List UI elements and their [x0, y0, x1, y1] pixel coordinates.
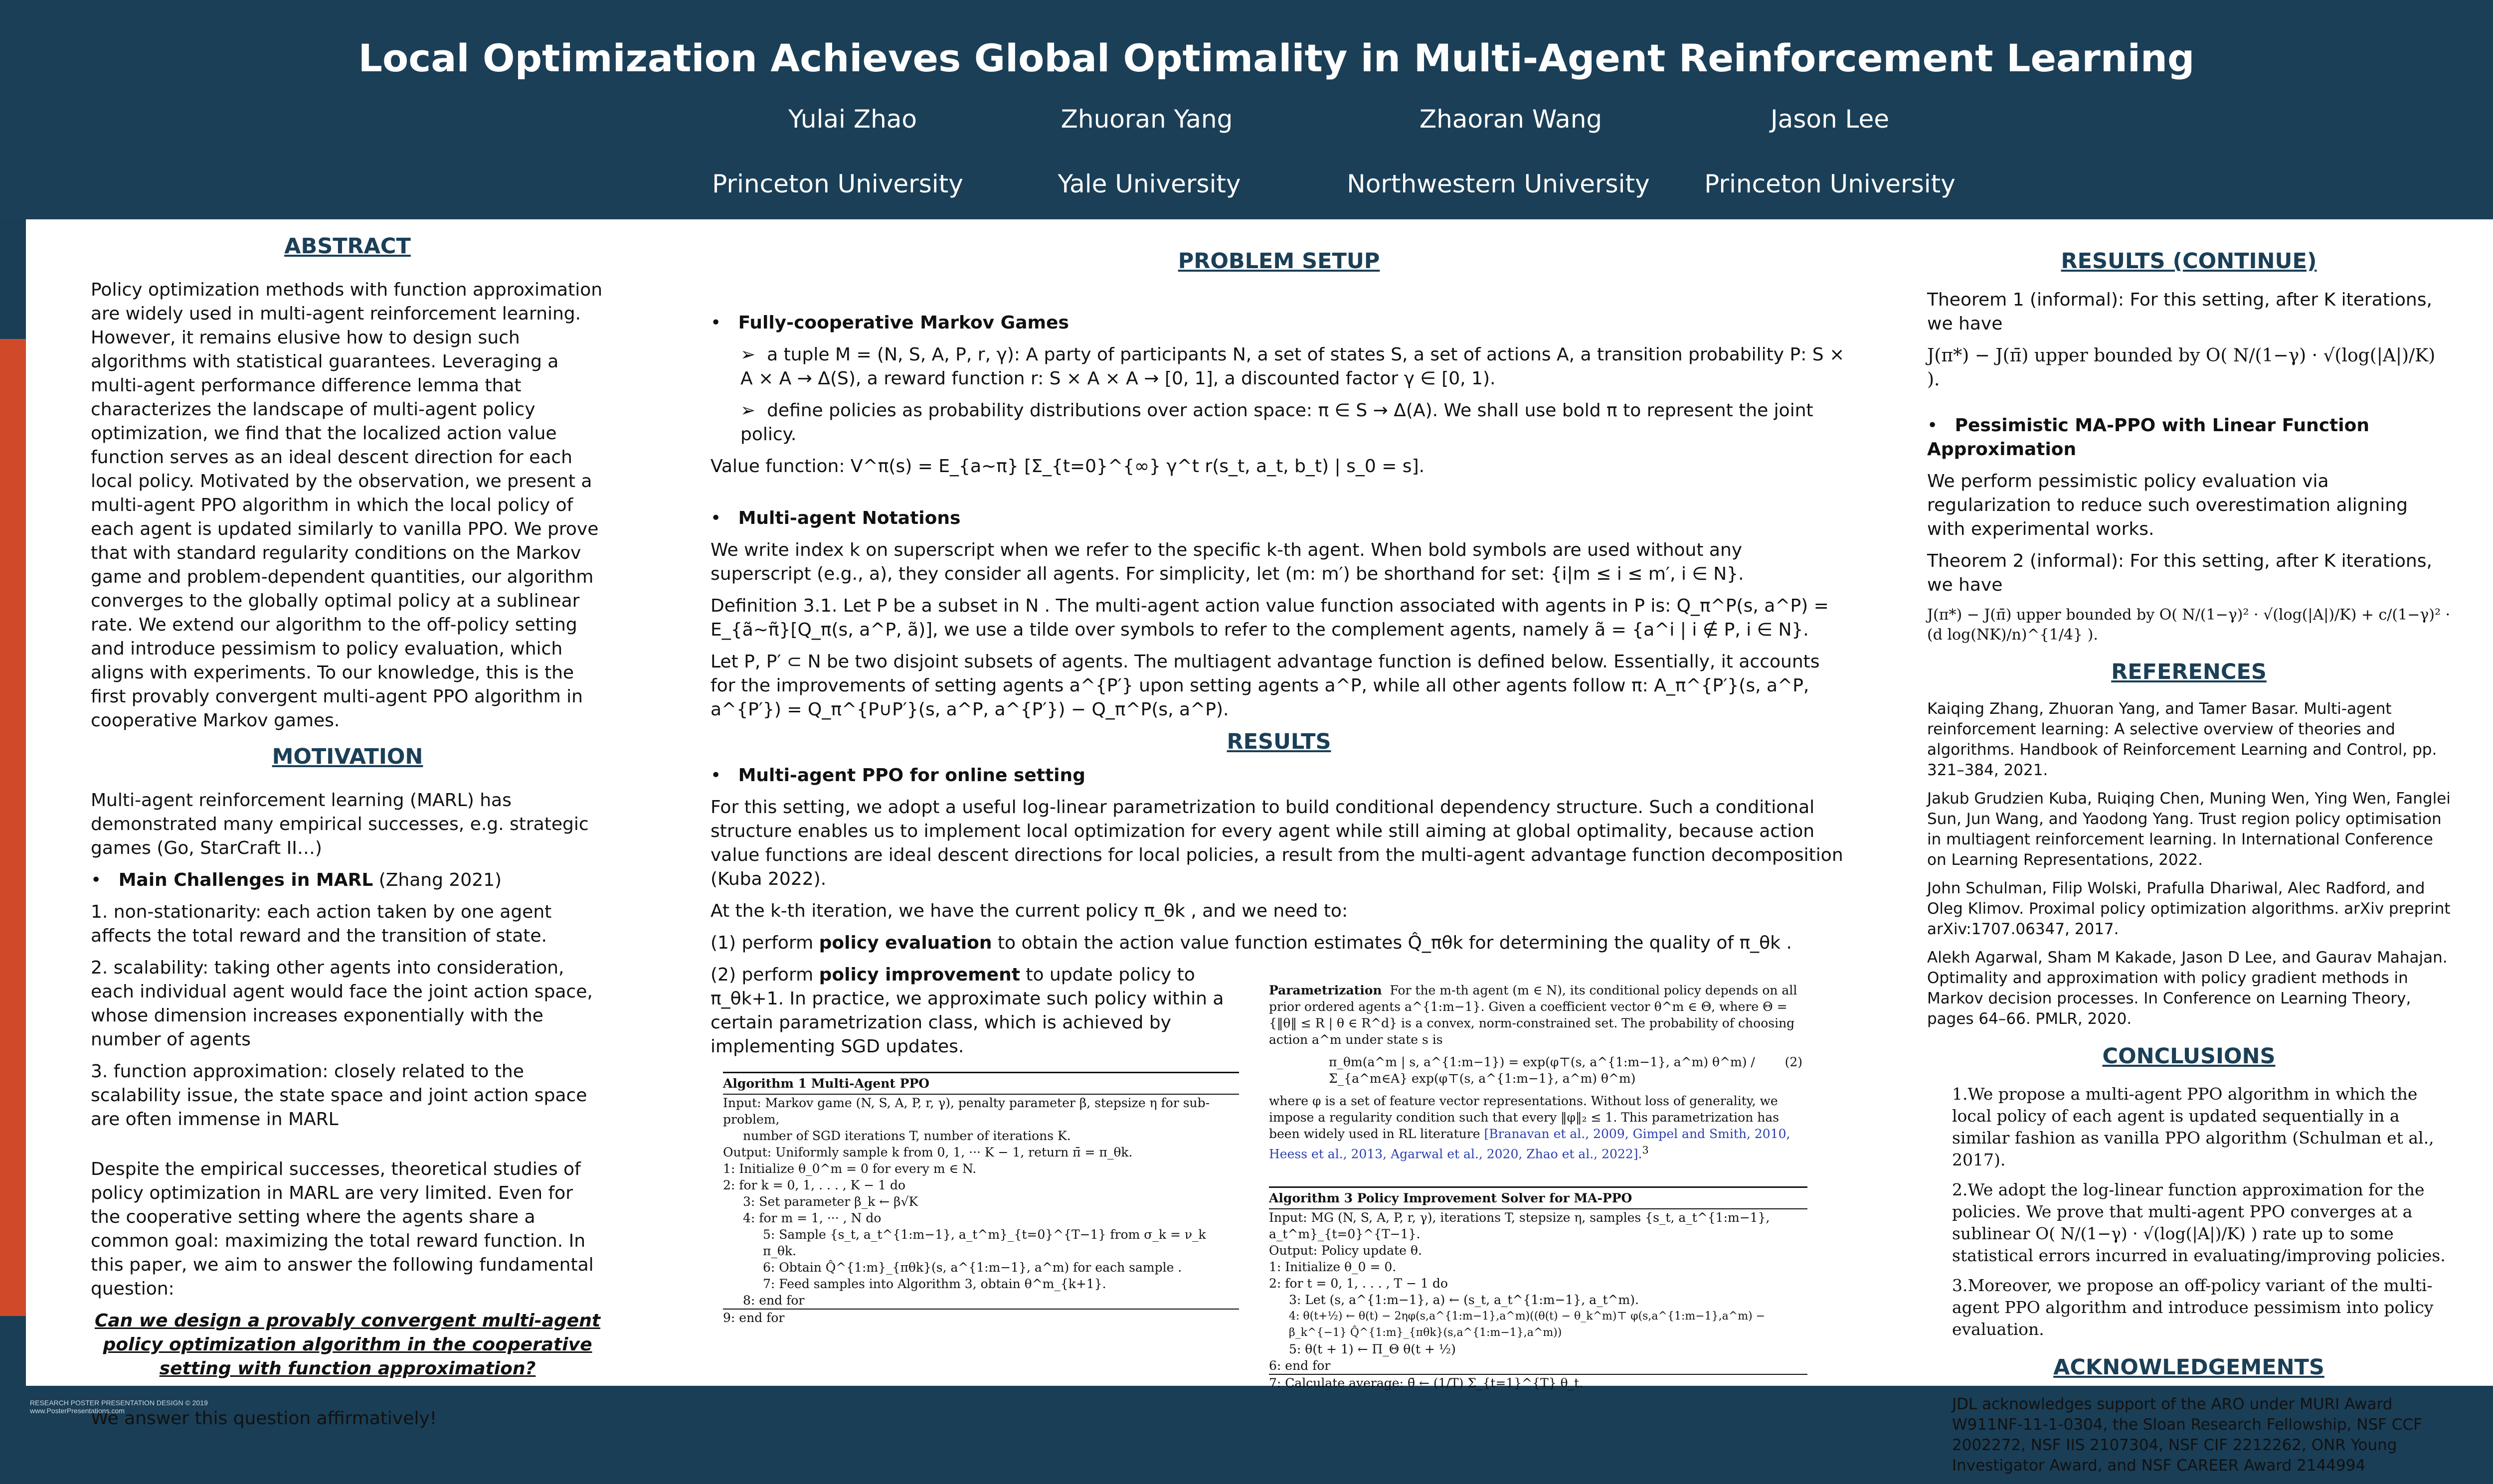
poster-header: [0, 0, 2493, 219]
author-name: Jason Lee: [1770, 105, 1890, 134]
conclusions-heading: CONCLUSIONS: [2102, 1044, 2276, 1069]
challenges-bullet: • Main Challenges in MARL (Zhang 2021): [91, 870, 502, 890]
abstract-heading: ABSTRACT: [284, 234, 411, 259]
alg1-line: Output: Uniformly sample k from 0, 1, ··· K − 1, return π̄ = π_θk.: [723, 1145, 1133, 1159]
author-name: Zhuoran Yang: [1061, 105, 1233, 134]
setup-policy: ➢ define policies as probability distributions over action space: π ∈ S → Δ(A). We shall use bold π to represent the joint policy.: [740, 400, 1813, 445]
challenges-cite: (Zhang 2021): [373, 870, 502, 890]
notation-bullet-label: Multi-agent Notations: [738, 508, 961, 528]
column-right: [1927, 234, 2451, 1484]
value-function: Value function: V^π(s) = E_{a∼π} [Σ_{t=0}^{∞} γ^t r(s_t, a_t, b_t) | s_0 = s].: [711, 456, 1425, 477]
algorithm-1-title: Algorithm 1 Multi-Agent PPO: [723, 1072, 1239, 1095]
poster-footer: [30, 1399, 208, 1415]
reference-item: Alekh Agarwal, Sham M Kakade, Jason D Lee, and Gaurav Mahajan. Optimality and approximation with policy gradient methods in Markov decision processes. In Conference on Learning Theory, pages 64–66. PMLR, 2020.: [1927, 949, 2448, 1028]
alg1-line: Input: Markov game (N, S, A, P, r, γ), penalty parameter β, stepsize η for sub-problem,: [723, 1096, 1210, 1127]
acknowledgements-text: JDL acknowledges support of the ARO under MURI Award W911NF-11-1-0304, the Sloan Research Fellowship, NSF CCF 2002272, NSF IIS 2107304, NSF CIF 2212262, ONR Young Investigator Award, and NSF CAREER Award 2144994: [1952, 1395, 2422, 1475]
alg3-line: 5: θ(t + 1) ← Π_Θ θ(t + ½): [1289, 1342, 1456, 1356]
conclusion-item: 2.We adopt the log-linear function approximation for the policies. We prove that multi-agent PPO converges at a sublinear O( N/(1−γ) · √(log(|A|)/K) ) rate up to some statistical errors incurred in evaluating/improving policies.: [1952, 1180, 2446, 1265]
param-citations: [Branavan et al., 2009, Gimpel and Smith, 2010, Heess et al., 2013, Agarwal et al., 2020, Zhao et al., 2022].: [1269, 1127, 1790, 1161]
footer-link[interactable]: www.PosterPresentations.com: [30, 1407, 125, 1415]
advantage-para: Let P, P′ ⊂ N be two disjoint subsets of agents. The multiagent advantage function is defined below. Essentially, it accounts for the improvements of setting agents a^{P′} upon setting agents a^P, while all other agents follow π: A_π^{P′}(s, a^P, a^{P′}) = Q_π^{P∪P′}(s, a^P, a^{P′}) − Q_π^P(s, a^P).: [711, 652, 1820, 720]
setup-tuple: ➢ a tuple M = (N, S, A, P, r, γ): A party of participants N, a set of states S, a set of actions A, a transition probability P: S × A × A → Δ(S), a reward function r: S × A × A → [0, 1], a discounted factor γ ∈ [0, 1).: [740, 344, 1845, 389]
pessimistic-label: Pessimistic MA-PPO with Linear Function Approximation: [1927, 415, 2369, 460]
alg1-line: 7: Feed samples into Algorithm 3, obtain θ^m_{k+1}.: [763, 1277, 1106, 1291]
challenges-label: Main Challenges in MARL: [118, 870, 373, 890]
setup-heading: PROBLEM SETUP: [1178, 249, 1380, 274]
step-number: (2) perform: [711, 965, 819, 985]
pessimistic-bullet: • Pessimistic MA-PPO with Linear Function Approximation: [1927, 415, 2369, 460]
theorem-1: Theorem 1 (informal): For this setting, after K iterations, we have: [1927, 290, 2432, 334]
param-equation: π_θm(a^m | s, a^{1:m−1}) = exp(φ⊤(s, a^{1:m−1}, a^m) θ^m) / Σ_{a^m∈A} exp(φ⊤(s, a^{1:m−1}, a^m) θ^m): [1329, 1055, 1755, 1086]
pessimistic-para: We perform pessimistic policy evaluation via regularization to reduce such overestimation aligning with experimental works.: [1927, 471, 2408, 539]
conclusion-item: 1.We propose a multi-agent PPO algorithm in which the local policy of each agent is updated sequentially in a similar fashion as vanilla PPO algorithm (Schulman et al., 2017).: [1952, 1084, 2434, 1169]
alg3-line: Output: Policy update θ.: [1269, 1243, 1422, 1258]
alg3-line: 3: Let (s, a^{1:m−1}, a) ← (s_t, a_t^{1:m−1}, a_t^m).: [1289, 1293, 1639, 1307]
notation-para: We write index k on superscript when we refer to the specific k-th agent. When bold symbols are used without any superscript (e.g., a), they consider all agents. For simplicity, let (m: m′) be shorthand for set: {i|m ≤ i ≤ m′, i ∈ N}.: [711, 540, 1744, 584]
algorithm-3: [1269, 1186, 1807, 1391]
alg1-line: 8: end for: [743, 1293, 805, 1308]
notation-bullet: • Multi-agent Notations: [711, 508, 961, 528]
parametrization-block: [1269, 982, 1802, 1162]
step-number: (1) perform: [711, 933, 819, 953]
column-left: [91, 234, 604, 1439]
step-text: to update policy to π_θk+1. In practice, we approximate such policy within a certain parametrization class, which is achieved by implementing SGD updates.: [711, 965, 1224, 1057]
results-heading: RESULTS: [1227, 729, 1331, 754]
param-equation-row: [1269, 1054, 1802, 1087]
theorem-2-bound: J(π*) − J(π̄) upper bounded by O( N/(1−γ)² · √(log(|A|)/K) + c/(1−γ)² · (d log(NK)/n)^{1/4} ).: [1927, 606, 2451, 644]
alg3-line: 1: Initialize θ_0 = 0.: [1269, 1260, 1397, 1274]
step-bold: policy evaluation: [819, 933, 992, 953]
conclusions-list: [1927, 1083, 2451, 1340]
equation-number: (2): [1784, 1055, 1802, 1069]
alg1-line: 2: for k = 0, 1, . . . , K − 1 do: [723, 1178, 906, 1192]
acknowledgements-heading: ACKNOWLEDGEMENTS: [2053, 1355, 2324, 1380]
alg1-line: 5: Sample {s_t, a_t^{1:m−1}, a_t^m}_{t=0}^{T−1} from σ_k = ν_k π_θk.: [763, 1227, 1206, 1258]
references-heading: REFERENCES: [2111, 660, 2267, 684]
theorem-1-bound: J(π*) − J(π̄) upper bounded by O( N/(1−γ) · √(log(|A|)/K) ).: [1927, 345, 2436, 390]
ppo-bullet-label: Multi-agent PPO for online setting: [738, 765, 1085, 786]
alg1-line: 4: for m = 1, ··· , N do: [743, 1211, 882, 1225]
challenge-item: 1. non-stationarity: each action taken by one agent affects the total reward and the transition of state.: [91, 902, 552, 946]
column-middle: [711, 234, 1847, 1067]
motivation-para: Despite the empirical successes, theoretical studies of policy optimization in MARL are very limited. Even for the cooperative setting where the agents share a common goal: maximizing the total reward function. In this paper, we aim to answer the following fundamental question:: [91, 1159, 594, 1299]
poster-title: Local Optimization Achieves Global Optimality in Multi-Agent Reinforcement Learning: [358, 36, 2195, 80]
step-evaluation: [711, 931, 1847, 955]
footer-credit: RESEARCH POSTER PRESENTATION DESIGN © 2019: [30, 1399, 208, 1407]
alg1-line: 3: Set parameter β_k ← β√K: [743, 1194, 918, 1209]
left-accent-bar: [0, 339, 26, 1316]
abstract-text: Policy optimization methods with function approximation are widely used in multi-agent reinforcement learning. However, it remains elusive how to design such algorithms with statistical guarantees. Leveraging a multi-agent performance difference lemma that characterizes the landscape of multi-agent policy optimization, we find that the localized action value function serves as an ideal descent direction for each local policy. Motivated by the observation, we present a multi-agent PPO algorithm in which the local policy of each agent is updated similarly to vanilla PPO. We prove that with standard regularity conditions on the Markov game and problem-dependent quantities, our algorithm converges to the globally optimal policy at a sublinear rate. We extend our algorithm to the off-policy setting and introduce pessimism to policy evaluation, which aligns with experiments. To our knowledge, this is the first provably convergent multi-agent PPO algorithm in cooperative Markov games.: [91, 280, 603, 731]
iteration-para: At the k-th iteration, we have the current policy π_θk , and we need to:: [711, 901, 1348, 921]
alg3-line: 2: for t = 0, 1, . . . , T − 1 do: [1269, 1276, 1448, 1291]
affiliation: Yale University: [1058, 169, 1241, 198]
challenge-item: 3. function approximation: closely related to the scalability issue, the state space and joint action space are often immense in MARL: [91, 1061, 587, 1130]
step-improvement: [711, 963, 1239, 1059]
algorithm-3-title: Algorithm 3 Policy Improvement Solver for MA-PPO: [1269, 1186, 1807, 1209]
alg1-line: 9: end for: [723, 1309, 1239, 1326]
step-text: to obtain the action value function estimates Q̂_πθk for determining the quality of π_θk .: [992, 933, 1792, 953]
footnote-mark: 3: [1642, 1144, 1649, 1156]
reference-item: John Schulman, Filip Wolski, Prafulla Dhariwal, Alec Radford, and Oleg Klimov. Proximal policy optimization algorithms. arXiv preprint arXiv:1707.06347, 2017.: [1927, 879, 2451, 938]
policy-text: define policies as probability distributions over action space: π ∈ S → Δ(A). We shall use bold π to represent the joint policy.: [740, 400, 1813, 445]
affiliation: Princeton University: [1704, 169, 1956, 198]
algorithm-1: [723, 1072, 1239, 1326]
step-bold: policy improvement: [819, 965, 1020, 985]
reference-item: Jakub Grudzien Kuba, Ruiqing Chen, Muning Wen, Ying Wen, Fanglei Sun, Jun Wang, and Yaodong Yang. Trust region policy optimisation in multiagent reinforcement learning. In International Conference on Learning Representations, 2022.: [1927, 790, 2451, 869]
alg1-line: 1: Initialize θ_0^m = 0 for every m ∈ N.: [723, 1161, 977, 1176]
motivation-intro: Multi-agent reinforcement learning (MARL) has demonstrated many empirical successes, e.g. strategic games (Go, StarCraft II…): [91, 790, 589, 858]
results-cont-heading: RESULTS (CONTINUE): [2061, 249, 2317, 274]
alg3-line: 7: Calculate average: θ̄ ← (1/T) Σ_{t=1}^{T} θ_t.: [1269, 1374, 1807, 1391]
setup-bullet-label: Fully-cooperative Markov Games: [738, 313, 1069, 333]
param-label: Parametrization: [1269, 983, 1382, 997]
motivation-answer: We answer this question affirmatively!: [91, 1408, 437, 1429]
alg1-line: number of SGD iterations T, number of iterations K.: [743, 1129, 1071, 1143]
motivation-heading: MOTIVATION: [272, 744, 423, 769]
ppo-bullet: • Multi-agent PPO for online setting: [711, 765, 1085, 786]
author-name: Zhaoran Wang: [1419, 105, 1603, 134]
setup-bullet: • Fully-cooperative Markov Games: [711, 313, 1069, 333]
tuple-text: a tuple M = (N, S, A, P, r, γ): A party of participants N, a set of states S, a set of actions A, a transition probability P: S × A × A → Δ(S), a reward function r: S × A × A → [0, 1], a discounted factor γ ∈ [0, 1).: [740, 344, 1845, 389]
reference-item: Kaiqing Zhang, Zhuoran Yang, and Tamer Basar. Multi-agent reinforcement learning: A selective overview of theories and algorithms. Handbook of Reinforcement Learning and Control, pp. 321–384, 2021.: [1927, 700, 2437, 779]
research-question: Can we design a provably convergent multi-agent policy optimization algorithm in the cooperative setting with function approximation?: [94, 1311, 601, 1379]
conclusion-item: 3.Moreover, we propose an off-policy variant of the multi-agent PPO algorithm and introduce pessimism into policy evaluation.: [1952, 1276, 2434, 1339]
author-name: Yulai Zhao: [788, 105, 917, 134]
alg3-line: 6: end for: [1269, 1358, 1331, 1373]
alg3-line: Input: MG (N, S, A, P, r, γ), iterations T, stepsize η, samples {s_t, a_t^{1:m−1}, a_t^m}_{t=0}^{T−1}.: [1269, 1210, 1770, 1241]
theorem-2: Theorem 2 (informal): For this setting, after K iterations, we have: [1927, 551, 2432, 595]
affiliation: Northwestern University: [1347, 169, 1650, 198]
definition-para: Definition 3.1. Let P be a subset in N . The multi-agent action value function associated with agents in P is: Q_π^P(s, a^P) = E_{ã∼π̃}[Q_π(s, a^P, ã)], we use a tilde over symbols to refer to the complement agents, namely ã = {a^i | i ∉ P, i ∈ N}.: [711, 596, 1829, 640]
alg1-line: 6: Obtain Q̂^{1:m}_{πθk}(s, a^{1:m−1}, a^m) for each sample .: [763, 1260, 1182, 1275]
param-text: For the m-th agent (m ∈ N), its conditional policy depends on all prior ordered agents a^{1:m−1}. Given a coefficient vector θ^m ∈ Θ, where Θ = {‖θ‖ ≤ R | θ ∈ R^d} is a convex, norm-constrained set. The probability of choosing action a^m under state s is: [1269, 983, 1797, 1047]
affiliation: Princeton University: [712, 169, 963, 198]
param-text2: where φ is a set of feature vector representations. Without loss of generality, we impose a regularity condition such that every ‖φ‖₂ ≤ 1. This parametrization has been widely used in RL literature: [1269, 1094, 1780, 1141]
ppo-para: For this setting, we adopt a useful log-linear parametrization to build conditional dependency structure. Such a conditional structure enables us to implement local optimization for every agent while still aiming at global optimality, because action value functions are ideal descent directions for local policies, a result from the multi-agent advantage function decomposition (Kuba 2022).: [711, 797, 1843, 889]
challenge-item: 2. scalability: taking other agents into consideration, each individual agent would face the joint action space, whose dimension increases exponentially with the number of agents: [91, 958, 593, 1050]
alg3-line: 4: θ(t+½) ← θ(t) − 2ηφ(s,a^{1:m−1},a^m)((θ(t) − θ_k^m)⊤ φ(s,a^{1:m−1},a^m) − β_k^{−1} Q̂^{1:m}_{πθk}(s,a^{1:m−1},a^m)): [1289, 1310, 1766, 1339]
